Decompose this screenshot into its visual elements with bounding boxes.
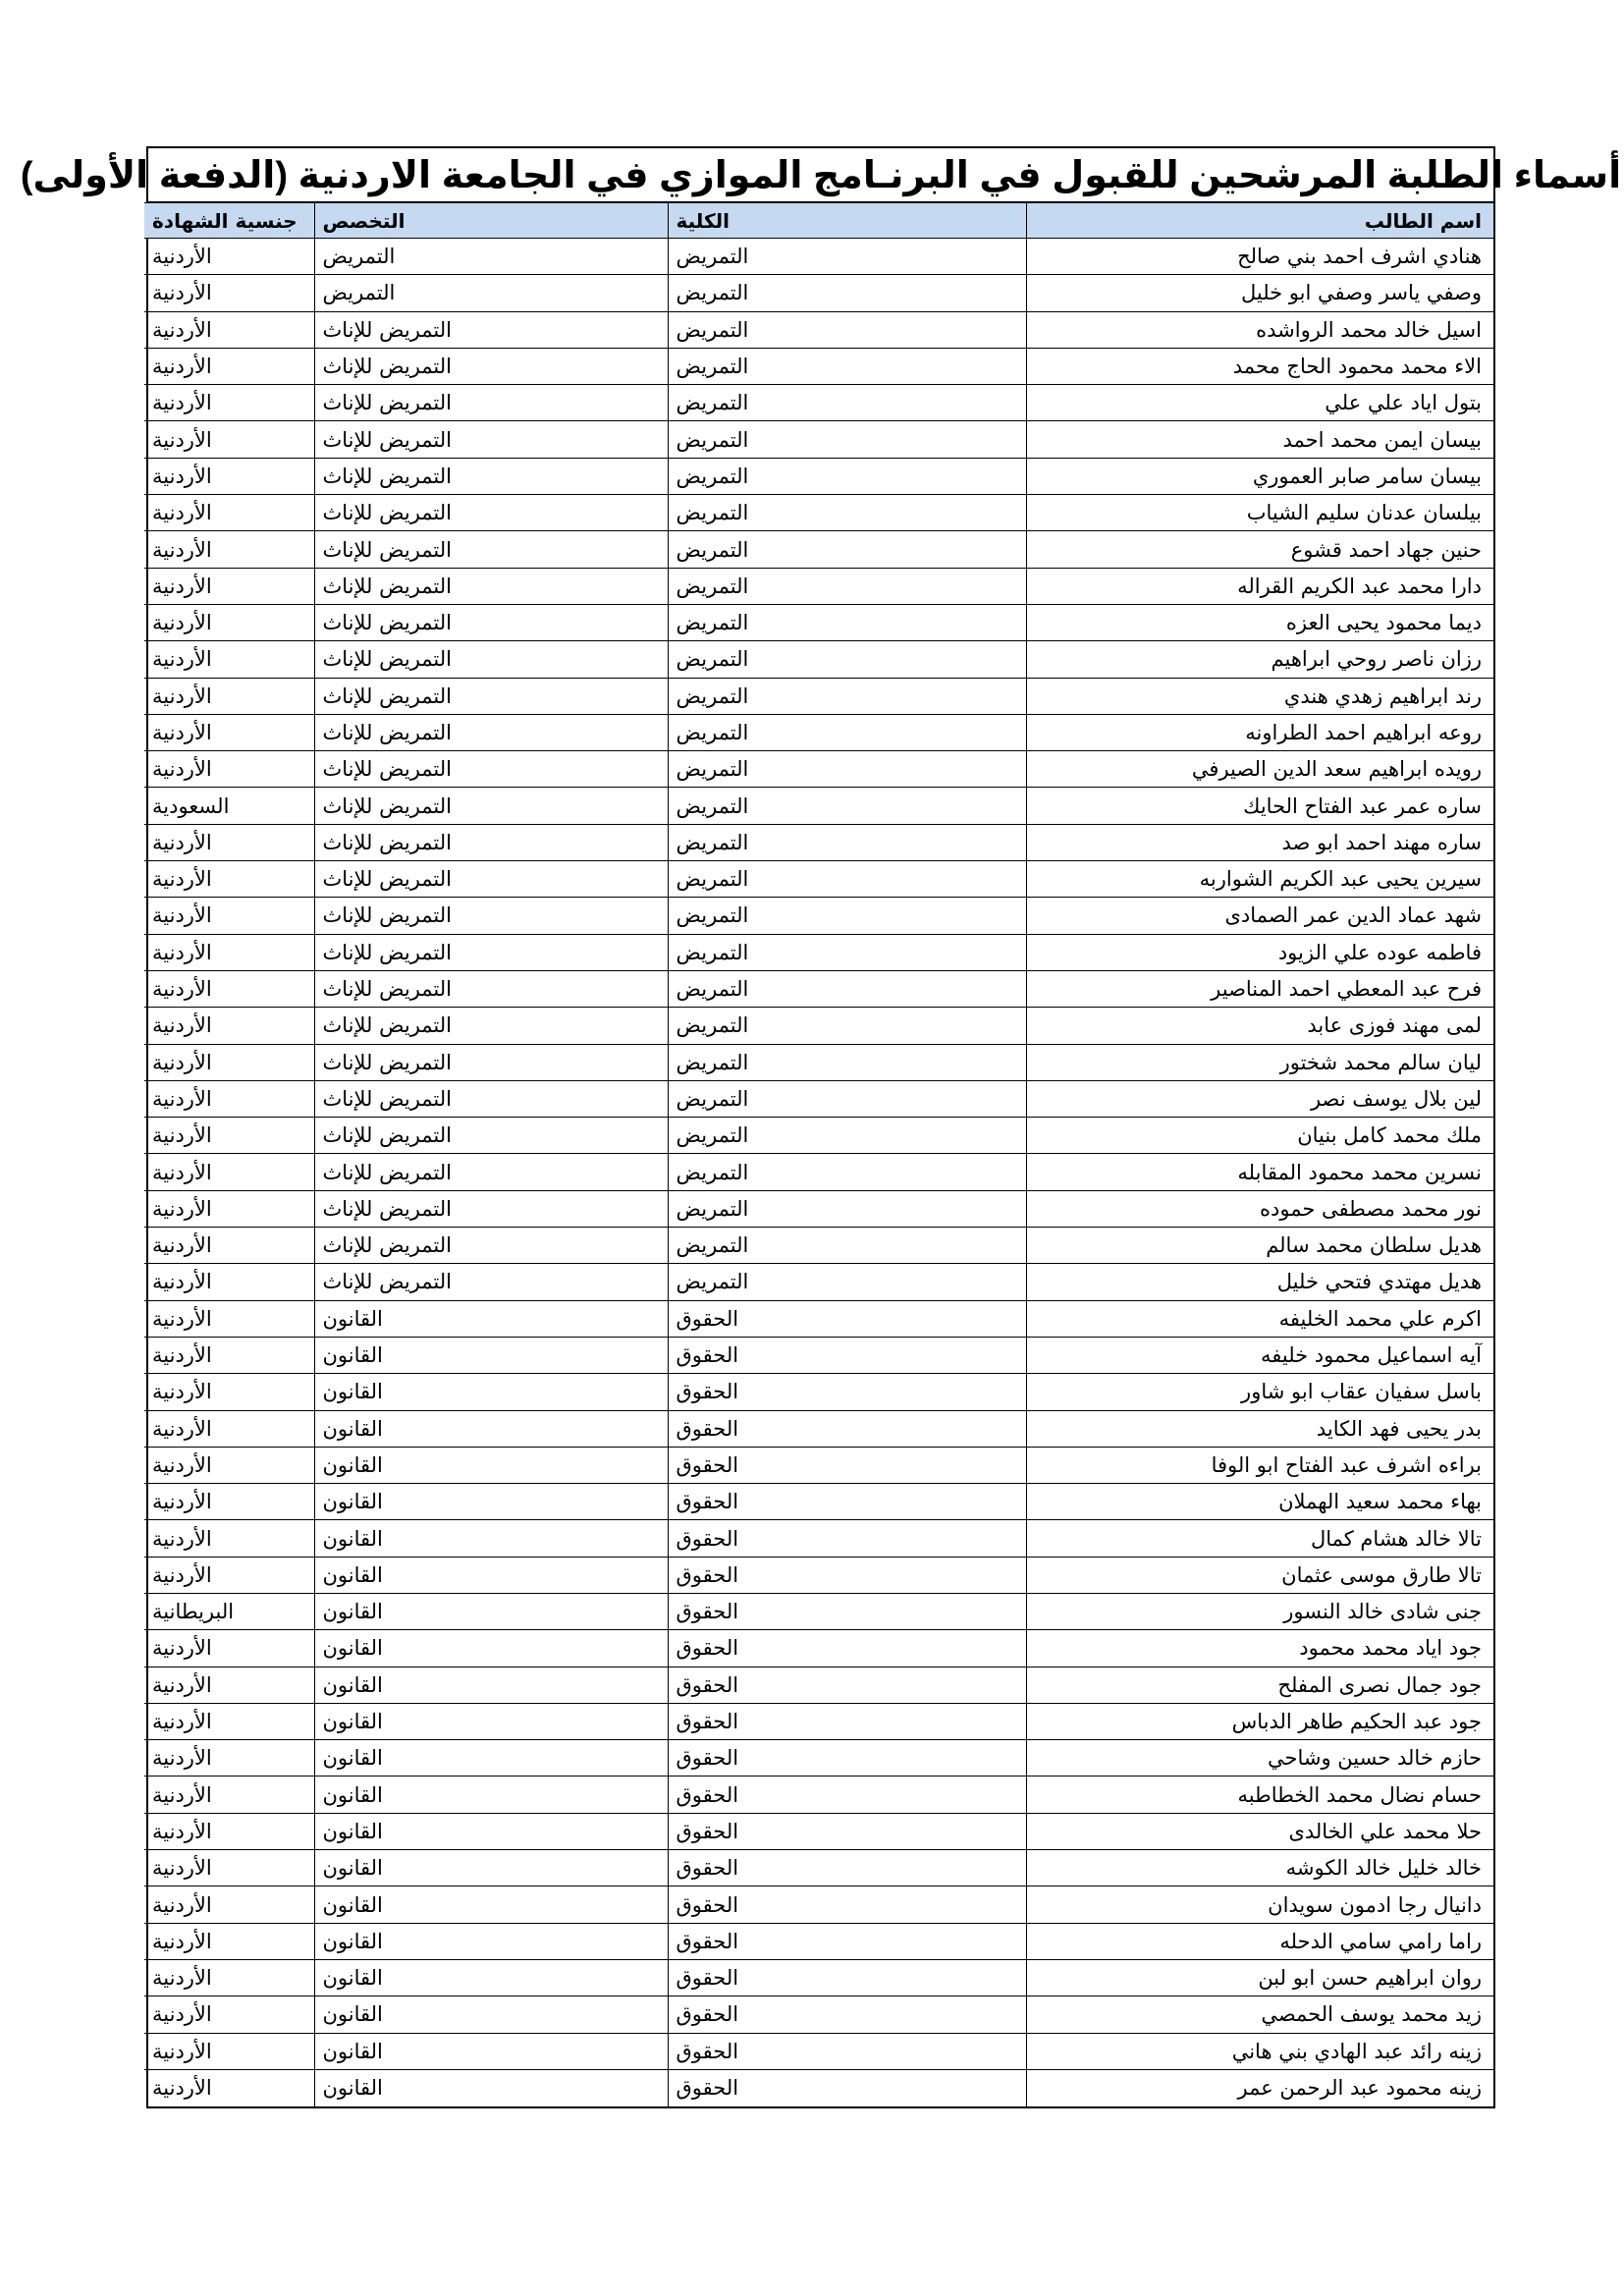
specialization-cell: القانون <box>314 1996 668 2033</box>
nationality-cell: الأردنية <box>144 1374 314 1410</box>
faculty-cell: الحقوق <box>668 1813 1026 1849</box>
faculty-cell: التمريض <box>668 714 1026 750</box>
faculty-cell: التمريض <box>668 531 1026 568</box>
specialization-cell: التمريض للإناث <box>314 1080 668 1117</box>
student-name-cell: وصفي ياسر وصفي ابو خليل <box>1026 275 1493 311</box>
student-name-cell: بيسان سامر صابر العموري <box>1026 458 1493 494</box>
faculty-cell: التمريض <box>668 275 1026 311</box>
nationality-cell: الأردنية <box>144 714 314 750</box>
specialization-cell: التمريض للإناث <box>314 970 668 1007</box>
table-row <box>144 1374 1493 1410</box>
student-name-cell: روان ابراهيم حسن ابو لبن <box>1026 1959 1493 1995</box>
student-name-cell: زينه محمود عبد الرحمن عمر <box>1026 2069 1493 2105</box>
student-name-cell: جنى شادى خالد النسور <box>1026 1593 1493 1629</box>
specialization-cell: القانون <box>314 1777 668 1813</box>
faculty-cell: التمريض <box>668 311 1026 348</box>
table-body <box>144 239 1493 2106</box>
page-title: أسماء الطلبة المرشحين للقبول في البرنـامج الموازي في الجامعة الاردنية (الدفعة الأولى) <box>148 148 1493 202</box>
table-row <box>144 2069 1493 2105</box>
header-faculty: الكلية <box>668 203 1026 239</box>
student-name-cell: زينه رائد عبد الهادي بني هاني <box>1026 2033 1493 2069</box>
nationality-cell: الأردنية <box>144 348 314 384</box>
nationality-cell: الأردنية <box>144 1264 314 1300</box>
student-name-cell: براءه اشرف عبد الفتاح ابو الوفا <box>1026 1447 1493 1483</box>
specialization-cell: القانون <box>314 1300 668 1337</box>
nationality-cell: الأردنية <box>144 934 314 970</box>
faculty-cell: الحقوق <box>668 1374 1026 1410</box>
faculty-cell: الحقوق <box>668 1557 1026 1593</box>
student-name-cell: سيرين يحيى عبد الكريم الشواربه <box>1026 861 1493 898</box>
faculty-cell: الحقوق <box>668 1996 1026 2033</box>
student-name-cell: روعه ابراهيم احمد الطراونه <box>1026 714 1493 750</box>
faculty-cell: الحقوق <box>668 1777 1026 1813</box>
faculty-cell: التمريض <box>668 1080 1026 1117</box>
nationality-cell: الأردنية <box>144 1410 314 1447</box>
table-row <box>144 458 1493 494</box>
table-header-row <box>144 203 1493 239</box>
specialization-cell: القانون <box>314 1667 668 1703</box>
student-name-cell: بدر يحيى فهد الكايد <box>1026 1410 1493 1447</box>
student-name-cell: رويده ابراهيم سعد الدين الصيرفي <box>1026 751 1493 788</box>
table-row <box>144 934 1493 970</box>
table-row <box>144 1593 1493 1629</box>
specialization-cell: القانون <box>314 1337 668 1373</box>
faculty-cell: التمريض <box>668 604 1026 640</box>
specialization-cell: التمريض للإناث <box>314 824 668 860</box>
table-row <box>144 1886 1493 1923</box>
student-name-cell: بيسان ايمن محمد احمد <box>1026 421 1493 458</box>
student-name-cell: رزان ناصر روحي ابراهيم <box>1026 641 1493 678</box>
specialization-cell: التمريض للإناث <box>314 641 668 678</box>
student-name-cell: خالد خليل خالد الكوشه <box>1026 1850 1493 1886</box>
nationality-cell: الأردنية <box>144 275 314 311</box>
header-student-name: اسم الطالب <box>1026 203 1493 239</box>
specialization-cell: التمريض للإناث <box>314 1008 668 1044</box>
faculty-cell: الحقوق <box>668 1667 1026 1703</box>
table-row <box>144 1777 1493 1813</box>
nationality-cell: الأردنية <box>144 1557 314 1593</box>
table-row <box>144 788 1493 824</box>
table-row <box>144 1264 1493 1300</box>
faculty-cell: التمريض <box>668 1044 1026 1080</box>
table-row <box>144 1447 1493 1483</box>
nationality-cell: الأردنية <box>144 641 314 678</box>
admission-list-sheet <box>20 146 1622 2108</box>
nationality-cell: الأردنية <box>144 1667 314 1703</box>
faculty-cell: الحقوق <box>668 2069 1026 2105</box>
faculty-cell: التمريض <box>668 348 1026 384</box>
student-name-cell: آيه اسماعيل محمود خليفه <box>1026 1337 1493 1373</box>
nationality-cell: الأردنية <box>144 1630 314 1667</box>
student-name-cell: ساره مهند احمد ابو صد <box>1026 824 1493 860</box>
student-name-cell: بتول اياد علي علي <box>1026 385 1493 421</box>
specialization-cell: القانون <box>314 1630 668 1667</box>
faculty-cell: الحقوق <box>668 1447 1026 1483</box>
student-name-cell: رند ابراهيم زهدي هندي <box>1026 678 1493 714</box>
nationality-cell: الأردنية <box>144 458 314 494</box>
faculty-cell: التمريض <box>668 898 1026 934</box>
specialization-cell: القانون <box>314 1374 668 1410</box>
student-name-cell: لمى مهند فوزى عابد <box>1026 1008 1493 1044</box>
faculty-cell: التمريض <box>668 1228 1026 1264</box>
specialization-cell: التمريض للإناث <box>314 604 668 640</box>
table-row <box>144 1557 1493 1593</box>
nationality-cell: الأردنية <box>144 1447 314 1483</box>
nationality-cell: الأردنية <box>144 1923 314 1959</box>
table-row <box>144 1118 1493 1154</box>
specialization-cell: القانون <box>314 1703 668 1739</box>
faculty-cell: الحقوق <box>668 1850 1026 1886</box>
table-row <box>144 348 1493 384</box>
specialization-cell: القانون <box>314 2069 668 2105</box>
faculty-cell: الحقوق <box>668 1630 1026 1667</box>
specialization-cell: التمريض للإناث <box>314 678 668 714</box>
specialization-cell: التمريض للإناث <box>314 531 668 568</box>
nationality-cell: البريطانية <box>144 1593 314 1629</box>
nationality-cell: الأردنية <box>144 1813 314 1849</box>
student-name-cell: شهد عماد الدين عمر الصمادى <box>1026 898 1493 934</box>
nationality-cell: الأردنية <box>144 1118 314 1154</box>
table-row <box>144 1337 1493 1373</box>
nationality-cell: الأردنية <box>144 751 314 788</box>
nationality-cell: الأردنية <box>144 1300 314 1337</box>
table-row <box>144 1630 1493 1667</box>
nationality-cell: الأردنية <box>144 2033 314 2069</box>
table-row <box>144 898 1493 934</box>
nationality-cell: الأردنية <box>144 604 314 640</box>
specialization-cell: القانون <box>314 1923 668 1959</box>
specialization-cell: التمريض للإناث <box>314 898 668 934</box>
student-name-cell: فرح عبد المعطي احمد المناصير <box>1026 970 1493 1007</box>
nationality-cell: الأردنية <box>144 1337 314 1373</box>
faculty-cell: الحقوق <box>668 1886 1026 1923</box>
nationality-cell: الأردنية <box>144 898 314 934</box>
nationality-cell: الأردنية <box>144 1080 314 1117</box>
table-row <box>144 970 1493 1007</box>
student-name-cell: جود عبد الحكيم طاهر الدباس <box>1026 1703 1493 1739</box>
specialization-cell: التمريض للإناث <box>314 934 668 970</box>
faculty-cell: التمريض <box>668 458 1026 494</box>
student-name-cell: نسرين محمد محمود المقابله <box>1026 1154 1493 1190</box>
faculty-cell: الحقوق <box>668 1484 1026 1520</box>
student-name-cell: حنين جهاد احمد قشوع <box>1026 531 1493 568</box>
student-name-cell: راما رامي سامي الدحله <box>1026 1923 1493 1959</box>
table-row <box>144 824 1493 860</box>
table-row <box>144 1703 1493 1739</box>
student-name-cell: جود اياد محمد محمود <box>1026 1630 1493 1667</box>
nationality-cell: الأردنية <box>144 1154 314 1190</box>
table-row <box>144 1667 1493 1703</box>
table-row <box>144 239 1493 275</box>
nationality-cell: الأردنية <box>144 1228 314 1264</box>
specialization-cell: القانون <box>314 1886 668 1923</box>
student-name-cell: هنادي اشرف احمد بني صالح <box>1026 239 1493 275</box>
specialization-cell: التمريض للإناث <box>314 751 668 788</box>
student-name-cell: دانيال رجا ادمون سويدان <box>1026 1886 1493 1923</box>
faculty-cell: الحقوق <box>668 1410 1026 1447</box>
student-name-cell: زيد محمد يوسف الحمصي <box>1026 1996 1493 2033</box>
table-row <box>144 1154 1493 1190</box>
faculty-cell: التمريض <box>668 751 1026 788</box>
nationality-cell: الأردنية <box>144 678 314 714</box>
faculty-cell: التمريض <box>668 385 1026 421</box>
nationality-cell: الأردنية <box>144 1740 314 1777</box>
table-row <box>144 275 1493 311</box>
table-row <box>144 2033 1493 2069</box>
nationality-cell: الأردنية <box>144 531 314 568</box>
student-name-cell: حسام نضال محمد الخطاطبه <box>1026 1777 1493 1813</box>
nationality-cell: الأردنية <box>144 1044 314 1080</box>
student-name-cell: جود جمال نصرى المفلح <box>1026 1667 1493 1703</box>
faculty-cell: التمريض <box>668 970 1026 1007</box>
nationality-cell: الأردنية <box>144 311 314 348</box>
table-row <box>144 1959 1493 1995</box>
nationality-cell: الأردنية <box>144 1777 314 1813</box>
students-table <box>144 202 1493 2106</box>
table-row <box>144 1813 1493 1849</box>
nationality-cell: الأردنية <box>144 970 314 1007</box>
specialization-cell: القانون <box>314 1850 668 1886</box>
table-row <box>144 1228 1493 1264</box>
header-nationality: جنسية الشهادة <box>144 203 314 239</box>
table-row <box>144 385 1493 421</box>
table-row <box>144 1520 1493 1557</box>
faculty-cell: التمريض <box>668 934 1026 970</box>
table-row <box>144 311 1493 348</box>
nationality-cell: الأردنية <box>144 495 314 531</box>
table-row <box>144 861 1493 898</box>
faculty-cell: الحقوق <box>668 1520 1026 1557</box>
student-name-cell: دارا محمد عبد الكريم القراله <box>1026 568 1493 604</box>
specialization-cell: التمريض للإناث <box>314 311 668 348</box>
faculty-cell: التمريض <box>668 1154 1026 1190</box>
faculty-cell: التمريض <box>668 421 1026 458</box>
specialization-cell: القانون <box>314 1447 668 1483</box>
specialization-cell: القانون <box>314 1959 668 1995</box>
student-name-cell: تالا طارق موسى عثمان <box>1026 1557 1493 1593</box>
nationality-cell: الأردنية <box>144 1996 314 2033</box>
nationality-cell: الأردنية <box>144 1520 314 1557</box>
nationality-cell: الأردنية <box>144 2069 314 2105</box>
nationality-cell: الأردنية <box>144 1484 314 1520</box>
student-name-cell: نور محمد مصطفى حموده <box>1026 1190 1493 1227</box>
table-row <box>144 1044 1493 1080</box>
nationality-cell: الأردنية <box>144 1959 314 1995</box>
student-name-cell: هديل سلطان محمد سالم <box>1026 1228 1493 1264</box>
nationality-cell: الأردنية <box>144 1008 314 1044</box>
nationality-cell: الأردنية <box>144 824 314 860</box>
specialization-cell: التمريض <box>314 275 668 311</box>
specialization-cell: التمريض للإناث <box>314 788 668 824</box>
nationality-cell: الأردنية <box>144 239 314 275</box>
table-row <box>144 1850 1493 1886</box>
specialization-cell: التمريض للإناث <box>314 1264 668 1300</box>
specialization-cell: القانون <box>314 2033 668 2069</box>
student-name-cell: حازم خالد حسين وشاحي <box>1026 1740 1493 1777</box>
student-name-cell: بهاء محمد سعيد الهملان <box>1026 1484 1493 1520</box>
student-name-cell: اكرم علي محمد الخليفه <box>1026 1300 1493 1337</box>
table-row <box>144 751 1493 788</box>
table-row <box>144 1484 1493 1520</box>
faculty-cell: الحقوق <box>668 1300 1026 1337</box>
faculty-cell: التمريض <box>668 1264 1026 1300</box>
specialization-cell: القانون <box>314 1520 668 1557</box>
specialization-cell: التمريض للإناث <box>314 348 668 384</box>
specialization-cell: التمريض للإناث <box>314 1154 668 1190</box>
nationality-cell: الأردنية <box>144 1190 314 1227</box>
nationality-cell: السعودية <box>144 788 314 824</box>
table-row <box>144 1080 1493 1117</box>
student-name-cell: بيلسان عدنان سليم الشياب <box>1026 495 1493 531</box>
header-specialization: التخصص <box>314 203 668 239</box>
table-row <box>144 641 1493 678</box>
specialization-cell: القانون <box>314 1813 668 1849</box>
faculty-cell: التمريض <box>668 1118 1026 1154</box>
faculty-cell: التمريض <box>668 678 1026 714</box>
specialization-cell: التمريض للإناث <box>314 495 668 531</box>
table-row <box>144 495 1493 531</box>
specialization-cell: التمريض للإناث <box>314 1044 668 1080</box>
specialization-cell: التمريض للإناث <box>314 458 668 494</box>
specialization-cell: القانون <box>314 1484 668 1520</box>
faculty-cell: التمريض <box>668 788 1026 824</box>
specialization-cell: التمريض <box>314 239 668 275</box>
student-name-cell: الاء محمد محمود الحاج محمد <box>1026 348 1493 384</box>
table-row <box>144 1923 1493 1959</box>
table-row <box>144 1190 1493 1227</box>
table-row <box>144 531 1493 568</box>
faculty-cell: الحقوق <box>668 1593 1026 1629</box>
specialization-cell: التمريض للإناث <box>314 1118 668 1154</box>
specialization-cell: القانون <box>314 1740 668 1777</box>
table-row <box>144 421 1493 458</box>
nationality-cell: الأردنية <box>144 1703 314 1739</box>
faculty-cell: التمريض <box>668 1008 1026 1044</box>
student-name-cell: باسل سفيان عقاب ابو شاور <box>1026 1374 1493 1410</box>
faculty-cell: الحقوق <box>668 1337 1026 1373</box>
nationality-cell: الأردنية <box>144 861 314 898</box>
student-name-cell: فاطمه عوده علي الزيود <box>1026 934 1493 970</box>
faculty-cell: الحقوق <box>668 1740 1026 1777</box>
faculty-cell: الحقوق <box>668 1959 1026 1995</box>
table-row <box>144 714 1493 750</box>
faculty-cell: التمريض <box>668 861 1026 898</box>
student-name-cell: حلا محمد علي الخالدى <box>1026 1813 1493 1849</box>
faculty-cell: التمريض <box>668 641 1026 678</box>
student-name-cell: ليان سالم محمد شختور <box>1026 1044 1493 1080</box>
student-name-cell: ديما محمود يحيى العزه <box>1026 604 1493 640</box>
specialization-cell: التمريض للإناث <box>314 1190 668 1227</box>
nationality-cell: الأردنية <box>144 1886 314 1923</box>
nationality-cell: الأردنية <box>144 421 314 458</box>
student-name-cell: هديل مهتدي فتحي خليل <box>1026 1264 1493 1300</box>
table-row <box>144 604 1493 640</box>
faculty-cell: الحقوق <box>668 2033 1026 2069</box>
specialization-cell: التمريض للإناث <box>314 421 668 458</box>
specialization-cell: التمريض للإناث <box>314 568 668 604</box>
student-name-cell: تالا خالد هشام كمال <box>1026 1520 1493 1557</box>
specialization-cell: التمريض للإناث <box>314 1228 668 1264</box>
faculty-cell: التمريض <box>668 1190 1026 1227</box>
nationality-cell: الأردنية <box>144 568 314 604</box>
specialization-cell: التمريض للإناث <box>314 714 668 750</box>
faculty-cell: الحقوق <box>668 1703 1026 1739</box>
table-row <box>144 678 1493 714</box>
faculty-cell: الحقوق <box>668 1923 1026 1959</box>
specialization-cell: القانون <box>314 1410 668 1447</box>
specialization-cell: القانون <box>314 1557 668 1593</box>
faculty-cell: التمريض <box>668 824 1026 860</box>
table-row <box>144 1008 1493 1044</box>
faculty-cell: التمريض <box>668 239 1026 275</box>
faculty-cell: التمريض <box>668 568 1026 604</box>
table-row <box>144 568 1493 604</box>
faculty-cell: التمريض <box>668 495 1026 531</box>
nationality-cell: الأردنية <box>144 1850 314 1886</box>
specialization-cell: القانون <box>314 1593 668 1629</box>
specialization-cell: التمريض للإناث <box>314 385 668 421</box>
table-row <box>144 1300 1493 1337</box>
student-name-cell: ساره عمر عبد الفتاح الحايك <box>1026 788 1493 824</box>
student-name-cell: اسيل خالد محمد الرواشده <box>1026 311 1493 348</box>
nationality-cell: الأردنية <box>144 385 314 421</box>
table-row <box>144 1740 1493 1777</box>
specialization-cell: التمريض للإناث <box>314 861 668 898</box>
student-name-cell: لين بلال يوسف نصر <box>1026 1080 1493 1117</box>
student-name-cell: ملك محمد كامل بنيان <box>1026 1118 1493 1154</box>
table-row <box>144 1996 1493 2033</box>
table-row <box>144 1410 1493 1447</box>
